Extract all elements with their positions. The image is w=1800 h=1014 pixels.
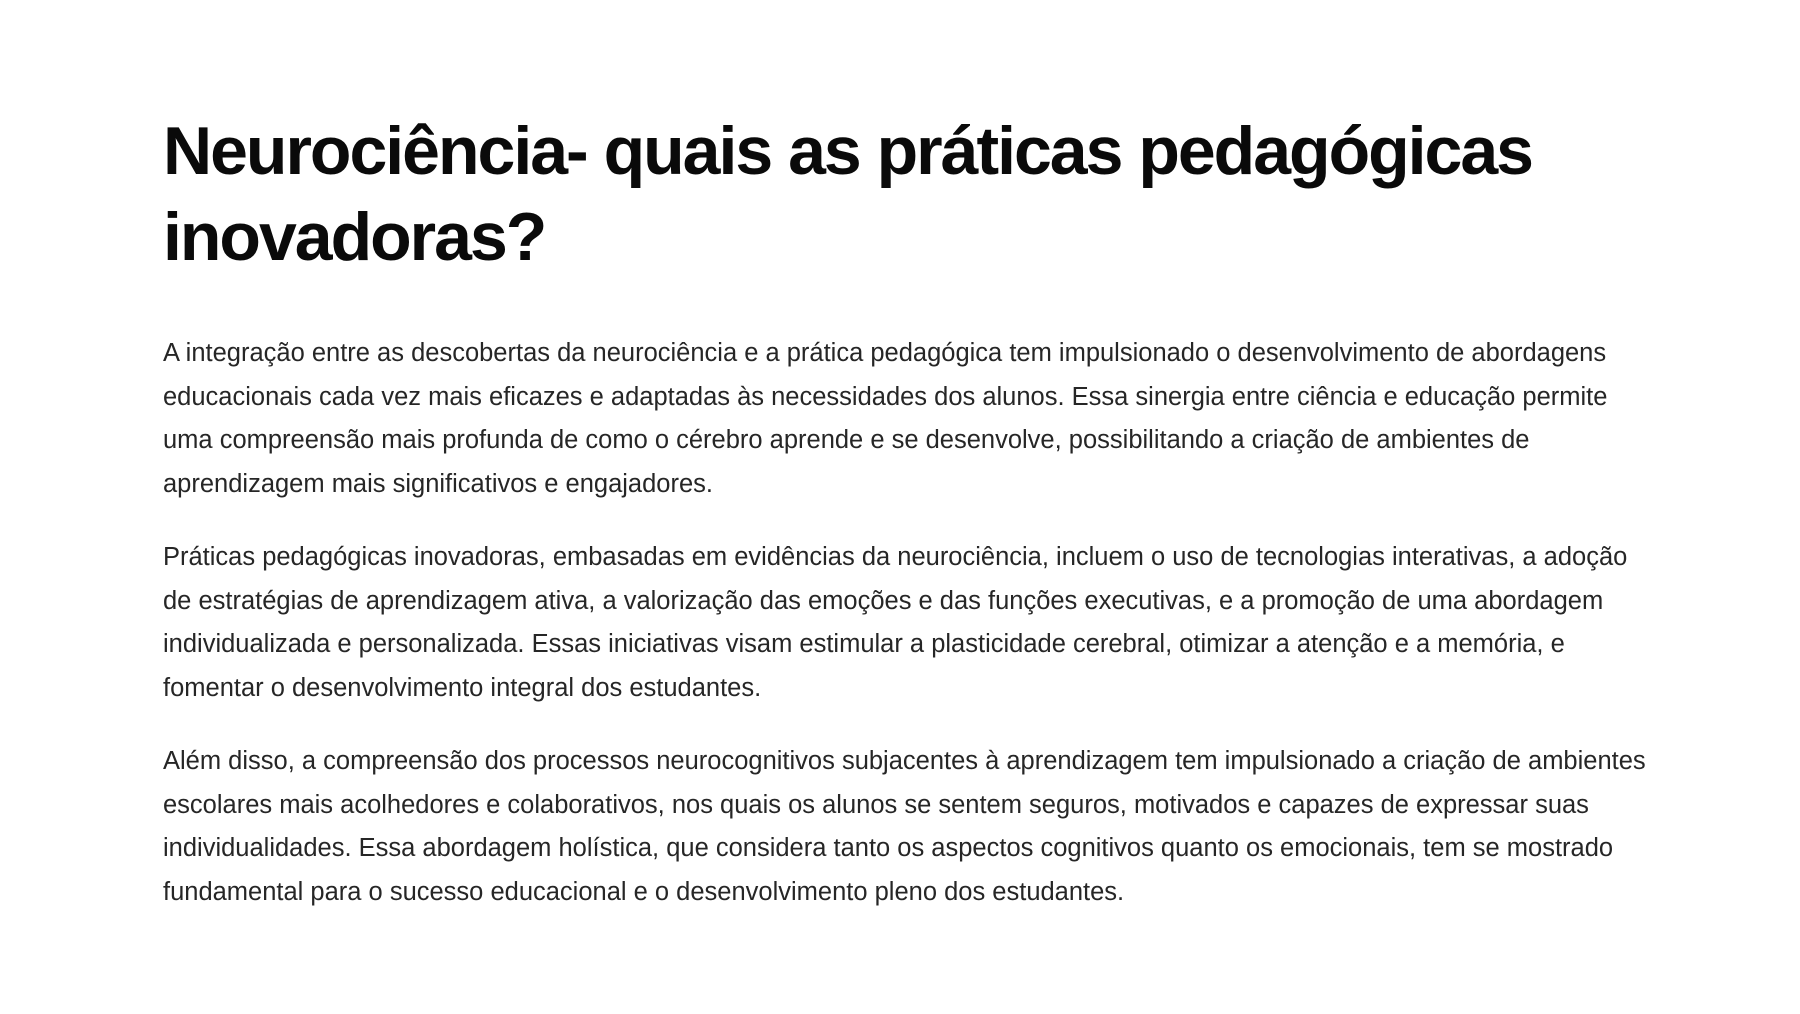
slide-title: Neurociência- quais as práticas pedagógicas inovadoras? xyxy=(163,113,1532,275)
slide-content xyxy=(163,108,1663,944)
paragraph-1: A integração entre as descobertas da neurociência e a prática pedagógica tem impulsionado o desenvolvimento de abordagens educacionais cada vez mais eficazes e adaptadas às necessidades dos alunos. Essa sinergia entre ciência e educação permite uma compreensão mais profunda de como o cérebro aprende e se desenvolve, possibilitando a criação de ambientes de aprendizagem mais significativos e engajadores. xyxy=(163,339,1608,498)
paragraph-3: Além disso, a compreensão dos processos neurocognitivos subjacentes à aprendizagem tem impulsionado a criação de ambientes escolares mais acolhedores e colaborativos, nos quais os alunos se sentem seguros, motivados e capazes de expressar suas individualidades. Essa abordagem holística, que considera tanto os aspectos cognitivos quanto os emocionais, tem se mostrado fundamental para o sucesso educacional e o desenvolvimento pleno dos estudantes. xyxy=(163,747,1646,906)
paragraph-2: Práticas pedagógicas inovadoras, embasadas em evidências da neurociência, incluem o uso de tecnologias interativas, a adoção de estratégias de aprendizagem ativa, a valorização das emoções e das funções executivas, e a promoção de uma abordagem individualizada e personalizada. Essas iniciativas visam estimular a plasticidade cerebral, otimizar a atenção e a memória, e fomentar o desenvolvimento integral dos estudantes. xyxy=(163,543,1628,702)
